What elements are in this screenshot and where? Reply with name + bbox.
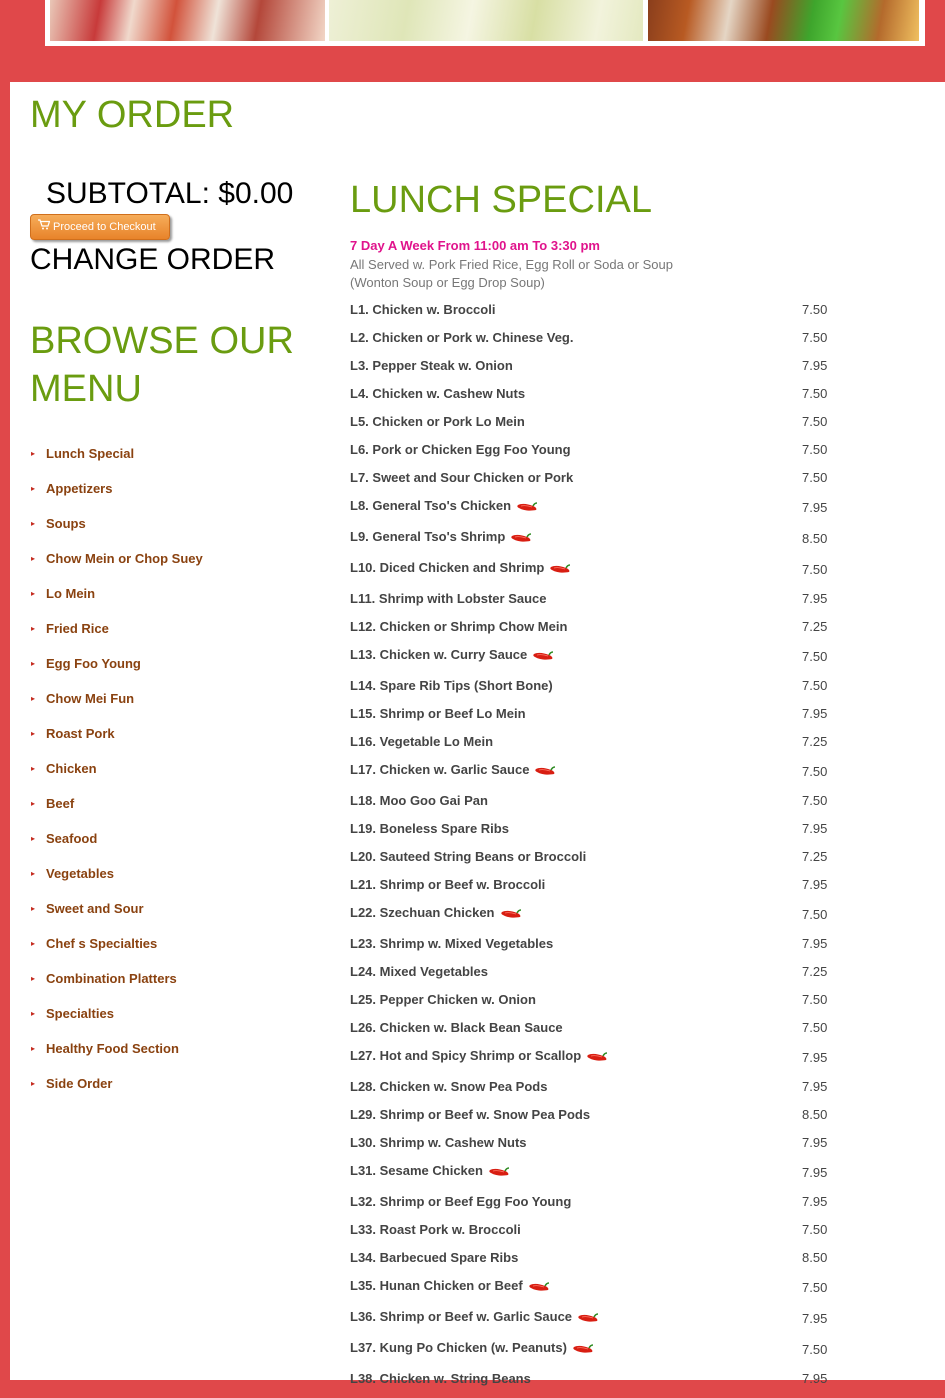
category-link[interactable]: Chow Mein or Chop Suey xyxy=(46,551,203,566)
main-content xyxy=(10,82,945,1386)
category-link[interactable]: Roast Pork xyxy=(46,726,115,741)
item-name-wrapper xyxy=(350,441,571,459)
item-price: 7.50 xyxy=(802,562,828,577)
category-link[interactable]: Chicken xyxy=(46,761,97,776)
item-price: 7.50 xyxy=(802,1342,828,1357)
item-name[interactable]: L36. Shrimp or Beef w. Garlic Sauce xyxy=(350,1309,573,1324)
menu-item[interactable] xyxy=(350,1078,830,1106)
item-name-wrapper xyxy=(350,385,525,403)
menu-item[interactable] xyxy=(350,469,830,497)
item-name-wrapper xyxy=(350,935,553,953)
menu-item[interactable] xyxy=(350,357,830,385)
menu-item[interactable] xyxy=(350,848,830,876)
bullet-icon: ▸ xyxy=(31,589,36,598)
category-link[interactable]: Beef xyxy=(46,796,75,811)
item-price: 8.50 xyxy=(802,1107,828,1122)
bullet-icon: ▸ xyxy=(31,1009,36,1018)
item-name[interactable]: L5. Chicken or Pork Lo Mein xyxy=(350,414,525,429)
item-price: 7.95 xyxy=(802,1079,828,1094)
item-name-wrapper xyxy=(350,1221,521,1239)
item-price: 7.50 xyxy=(802,414,828,429)
hot-pepper-icon xyxy=(586,1050,608,1062)
item-price: 7.50 xyxy=(802,470,828,485)
item-name[interactable]: L17. Chicken w. Garlic Sauce xyxy=(350,762,530,777)
item-price: 7.95 xyxy=(802,1135,828,1150)
item-name-wrapper xyxy=(350,1019,563,1037)
item-name[interactable]: L31. Sesame Chicken xyxy=(350,1163,483,1178)
category-link[interactable]: Chef s Specialties xyxy=(46,936,158,951)
item-name-wrapper xyxy=(350,528,532,546)
item-price: 7.95 xyxy=(802,1311,828,1326)
item-name[interactable]: L21. Shrimp or Beef w. Broccoli xyxy=(350,877,546,892)
item-name-wrapper xyxy=(350,848,586,866)
item-name-wrapper xyxy=(350,1047,608,1065)
item-name-wrapper xyxy=(350,559,571,577)
item-price: 7.50 xyxy=(802,330,828,345)
item-name-wrapper xyxy=(350,646,554,664)
item-price: 7.95 xyxy=(802,591,828,606)
hot-pepper-icon xyxy=(488,1165,510,1177)
lunch-hours: 7 Day A Week From 11:00 am To 3:30 pm xyxy=(350,238,600,253)
menu-item[interactable] xyxy=(350,1370,830,1398)
item-name-wrapper xyxy=(350,677,553,695)
menu-item[interactable] xyxy=(350,329,830,357)
bullet-icon: ▸ xyxy=(31,974,36,983)
change-order-link[interactable]: CHANGE ORDER xyxy=(30,243,276,276)
menu-item[interactable] xyxy=(350,733,830,761)
bullet-icon: ▸ xyxy=(31,519,36,528)
menu-item[interactable] xyxy=(350,559,830,590)
item-name-wrapper xyxy=(350,1249,518,1267)
cart-icon xyxy=(38,215,50,239)
item-name[interactable]: L28. Chicken w. Snow Pea Pods xyxy=(350,1079,548,1094)
item-name-wrapper xyxy=(350,705,526,723)
header-banner xyxy=(45,0,925,46)
item-name-wrapper xyxy=(350,1134,527,1152)
item-price: 8.50 xyxy=(802,1250,828,1265)
item-name-wrapper xyxy=(350,1308,599,1326)
bullet-icon: ▸ xyxy=(31,484,36,493)
menu-item[interactable] xyxy=(350,385,830,413)
category-link[interactable]: Combination Platters xyxy=(46,971,177,986)
item-name[interactable]: L13. Chicken w. Curry Sauce xyxy=(350,647,528,662)
category-link[interactable]: Fried Rice xyxy=(46,621,109,636)
menu-item[interactable] xyxy=(350,705,830,733)
category-link[interactable]: Soups xyxy=(46,516,86,531)
item-price: 7.95 xyxy=(802,1165,828,1180)
section-title: LUNCH SPECIAL xyxy=(350,179,652,221)
item-price: 7.50 xyxy=(802,764,828,779)
category-link[interactable]: Specialties xyxy=(46,1006,114,1021)
menu-item[interactable] xyxy=(350,677,830,705)
menu-item[interactable] xyxy=(350,935,830,963)
item-price: 7.95 xyxy=(802,821,828,836)
item-name[interactable]: L29. Shrimp or Beef w. Snow Pea Pods xyxy=(350,1107,591,1122)
item-price: 7.25 xyxy=(802,964,828,979)
category-link[interactable]: Healthy Food Section xyxy=(46,1041,179,1056)
bullet-icon: ▸ xyxy=(31,1044,36,1053)
item-name-wrapper xyxy=(350,761,556,779)
bullet-icon: ▸ xyxy=(31,554,36,563)
item-name[interactable]: L10. Diced Chicken and Shrimp xyxy=(350,560,545,575)
bullet-icon: ▸ xyxy=(31,449,36,458)
menu-items xyxy=(350,301,830,1398)
item-name-wrapper xyxy=(350,1106,590,1124)
item-name[interactable]: L23. Shrimp w. Mixed Vegetables xyxy=(350,936,554,951)
item-price: 7.25 xyxy=(802,734,828,749)
item-name[interactable]: L4. Chicken w. Cashew Nuts xyxy=(350,386,526,401)
item-name-wrapper xyxy=(350,497,538,515)
category-link[interactable]: Chow Mei Fun xyxy=(46,691,135,706)
subtotal: SUBTOTAL: $0.00 xyxy=(46,177,294,210)
menu-item[interactable] xyxy=(350,1339,830,1370)
bullet-icon: ▸ xyxy=(31,1079,36,1088)
proceed-to-checkout-button[interactable] xyxy=(30,214,170,240)
item-name[interactable]: L24. Mixed Vegetables xyxy=(350,964,489,979)
menu-item[interactable] xyxy=(350,1047,830,1078)
category-link[interactable]: Lunch Special xyxy=(46,446,135,461)
item-price: 7.50 xyxy=(802,386,828,401)
my-order-heading: MY ORDER xyxy=(30,94,235,136)
item-name[interactable]: L34. Barbecued Spare Ribs xyxy=(350,1250,519,1265)
hot-pepper-icon xyxy=(528,1280,550,1292)
menu-item[interactable] xyxy=(350,646,830,677)
item-price: 7.50 xyxy=(802,678,828,693)
item-name[interactable]: L9. General Tso's Shrimp xyxy=(350,529,506,544)
item-name-wrapper xyxy=(350,1162,510,1180)
menu-item[interactable] xyxy=(350,441,830,469)
bullet-icon: ▸ xyxy=(31,904,36,913)
item-name[interactable]: L37. Kung Po Chicken (w. Peanuts) xyxy=(350,1340,567,1355)
item-price: 8.50 xyxy=(802,531,828,546)
item-price: 7.50 xyxy=(802,793,828,808)
menu-item[interactable] xyxy=(350,413,830,441)
menu-item[interactable] xyxy=(350,820,830,848)
item-price: 7.50 xyxy=(802,649,828,664)
bullet-icon: ▸ xyxy=(31,659,36,668)
category-link[interactable]: Seafood xyxy=(46,831,98,846)
menu-item[interactable] xyxy=(350,991,830,1019)
bullet-icon: ▸ xyxy=(31,869,36,878)
item-price: 7.95 xyxy=(802,358,828,373)
item-name[interactable]: L38. Chicken w. String Beans xyxy=(350,1371,531,1386)
item-price: 7.50 xyxy=(802,1020,828,1035)
item-price: 7.95 xyxy=(802,706,828,721)
browse-menu-heading: BROWSE OUR MENU xyxy=(30,320,294,410)
menu-item[interactable] xyxy=(350,904,830,935)
menu-item[interactable] xyxy=(350,528,830,559)
item-name[interactable]: L35. Hunan Chicken or Beef xyxy=(350,1278,523,1293)
hot-pepper-icon xyxy=(516,500,538,512)
item-price: 7.95 xyxy=(802,500,828,515)
item-price: 7.50 xyxy=(802,1280,828,1295)
item-name-wrapper xyxy=(350,618,567,636)
menu-item[interactable] xyxy=(350,761,830,792)
menu-item[interactable] xyxy=(350,1277,830,1308)
menu-item[interactable] xyxy=(350,1308,830,1339)
item-name[interactable]: L27. Hot and Spicy Shrimp or Scallop xyxy=(350,1048,582,1063)
bullet-icon: ▸ xyxy=(31,834,36,843)
bullet-icon: ▸ xyxy=(31,694,36,703)
food-photo xyxy=(50,0,325,41)
item-name[interactable]: L25. Pepper Chicken w. Onion xyxy=(350,992,536,1007)
item-name[interactable]: L1. Chicken w. Broccoli xyxy=(350,302,496,317)
item-name[interactable]: L22. Szechuan Chicken xyxy=(350,905,495,920)
bullet-icon: ▸ xyxy=(31,764,36,773)
menu-item[interactable] xyxy=(350,1106,830,1134)
item-name-wrapper xyxy=(350,590,547,608)
menu-item[interactable] xyxy=(350,1134,830,1162)
menu-item[interactable] xyxy=(350,1162,830,1193)
item-price: 7.25 xyxy=(802,849,828,864)
section-description: All Served w. Pork Fried Rice, Egg Roll or Soda or Soup xyxy=(350,257,673,272)
item-name[interactable]: L20. Sauteed String Beans or Broccoli xyxy=(350,849,587,864)
checkout-label: Proceed to Checkout xyxy=(53,221,156,233)
menu-item[interactable] xyxy=(350,1193,830,1221)
item-price: 7.25 xyxy=(802,619,828,634)
item-name-wrapper xyxy=(350,301,495,319)
item-name[interactable]: L18. Moo Goo Gai Pan xyxy=(350,793,488,808)
item-price: 7.50 xyxy=(802,302,828,317)
item-price: 7.95 xyxy=(802,877,828,892)
item-price: 7.50 xyxy=(802,992,828,1007)
item-name[interactable]: L6. Pork or Chicken Egg Foo Young xyxy=(350,442,571,457)
item-name[interactable]: L3. Pepper Steak w. Onion xyxy=(350,358,513,373)
item-name-wrapper xyxy=(350,820,509,838)
bullet-icon: ▸ xyxy=(31,799,36,808)
item-name-wrapper xyxy=(350,413,525,431)
hot-pepper-icon xyxy=(572,1342,594,1354)
item-name[interactable]: L12. Chicken or Shrimp Chow Mein xyxy=(350,619,568,634)
menu-item[interactable] xyxy=(350,876,830,904)
item-price: 7.95 xyxy=(802,1371,828,1386)
category-link[interactable]: Side Order xyxy=(46,1076,113,1091)
item-name-wrapper xyxy=(350,963,488,981)
item-price: 7.50 xyxy=(802,1222,828,1237)
item-name[interactable]: L7. Sweet and Sour Chicken or Pork xyxy=(350,470,574,485)
item-name-wrapper xyxy=(350,357,513,375)
hot-pepper-icon xyxy=(577,1311,599,1323)
bullet-icon: ▸ xyxy=(31,624,36,633)
category-link[interactable]: Sweet and Sour xyxy=(46,901,144,916)
food-photo xyxy=(648,0,919,41)
category-link[interactable]: Egg Foo Young xyxy=(46,656,141,671)
item-name-wrapper xyxy=(350,733,493,751)
item-price: 7.95 xyxy=(802,1194,828,1209)
item-name[interactable]: L26. Chicken w. Black Bean Sauce xyxy=(350,1020,563,1035)
hot-pepper-icon xyxy=(500,907,522,919)
item-name-wrapper xyxy=(350,1339,594,1357)
menu-item[interactable] xyxy=(350,792,830,820)
item-name-wrapper xyxy=(350,1370,531,1388)
menu-item[interactable] xyxy=(350,590,830,618)
item-name-wrapper xyxy=(350,1193,571,1211)
item-name-wrapper xyxy=(350,876,545,894)
menu-item[interactable] xyxy=(350,1221,830,1249)
item-price: 7.50 xyxy=(802,442,828,457)
bullet-icon: ▸ xyxy=(31,939,36,948)
item-name-wrapper xyxy=(350,991,536,1009)
hot-pepper-icon xyxy=(534,764,556,776)
item-name[interactable]: L19. Boneless Spare Ribs xyxy=(350,821,509,836)
item-name[interactable]: L16. Vegetable Lo Mein xyxy=(350,734,494,749)
item-name-wrapper xyxy=(350,469,573,487)
menu-item[interactable] xyxy=(350,963,830,991)
menu-item[interactable] xyxy=(350,618,830,646)
item-name-wrapper xyxy=(350,329,573,347)
item-name[interactable]: L30. Shrimp w. Cashew Nuts xyxy=(350,1135,527,1150)
item-name-wrapper xyxy=(350,1078,547,1096)
section-description: (Wonton Soup or Egg Drop Soup) xyxy=(350,275,545,290)
item-name[interactable]: L15. Shrimp or Beef Lo Mein xyxy=(350,706,526,721)
item-name-wrapper xyxy=(350,904,522,922)
bullet-icon: ▸ xyxy=(31,729,36,738)
item-name[interactable]: L32. Shrimp or Beef Egg Foo Young xyxy=(350,1194,572,1209)
category-link[interactable]: Lo Mein xyxy=(46,586,96,601)
food-photo xyxy=(329,0,643,41)
category-link[interactable]: Vegetables xyxy=(46,866,114,881)
menu-item[interactable] xyxy=(350,1019,830,1047)
item-name[interactable]: L33. Roast Pork w. Broccoli xyxy=(350,1222,521,1237)
item-name-wrapper xyxy=(350,792,488,810)
item-price: 7.95 xyxy=(802,1050,828,1065)
hot-pepper-icon xyxy=(532,649,554,661)
item-name-wrapper xyxy=(350,1277,550,1295)
menu-item[interactable] xyxy=(350,301,830,329)
item-name[interactable]: L2. Chicken or Pork w. Chinese Veg. xyxy=(350,330,574,345)
menu-item[interactable] xyxy=(350,497,830,528)
item-name[interactable]: L14. Spare Rib Tips (Short Bone) xyxy=(350,678,553,693)
hot-pepper-icon xyxy=(549,562,571,574)
item-price: 7.95 xyxy=(802,936,828,951)
hot-pepper-icon xyxy=(510,531,532,543)
item-price: 7.50 xyxy=(802,907,828,922)
menu-item[interactable] xyxy=(350,1249,830,1277)
item-name[interactable]: L11. Shrimp with Lobster Sauce xyxy=(350,591,547,606)
category-link[interactable]: Appetizers xyxy=(46,481,113,496)
item-name[interactable]: L8. General Tso's Chicken xyxy=(350,498,512,513)
